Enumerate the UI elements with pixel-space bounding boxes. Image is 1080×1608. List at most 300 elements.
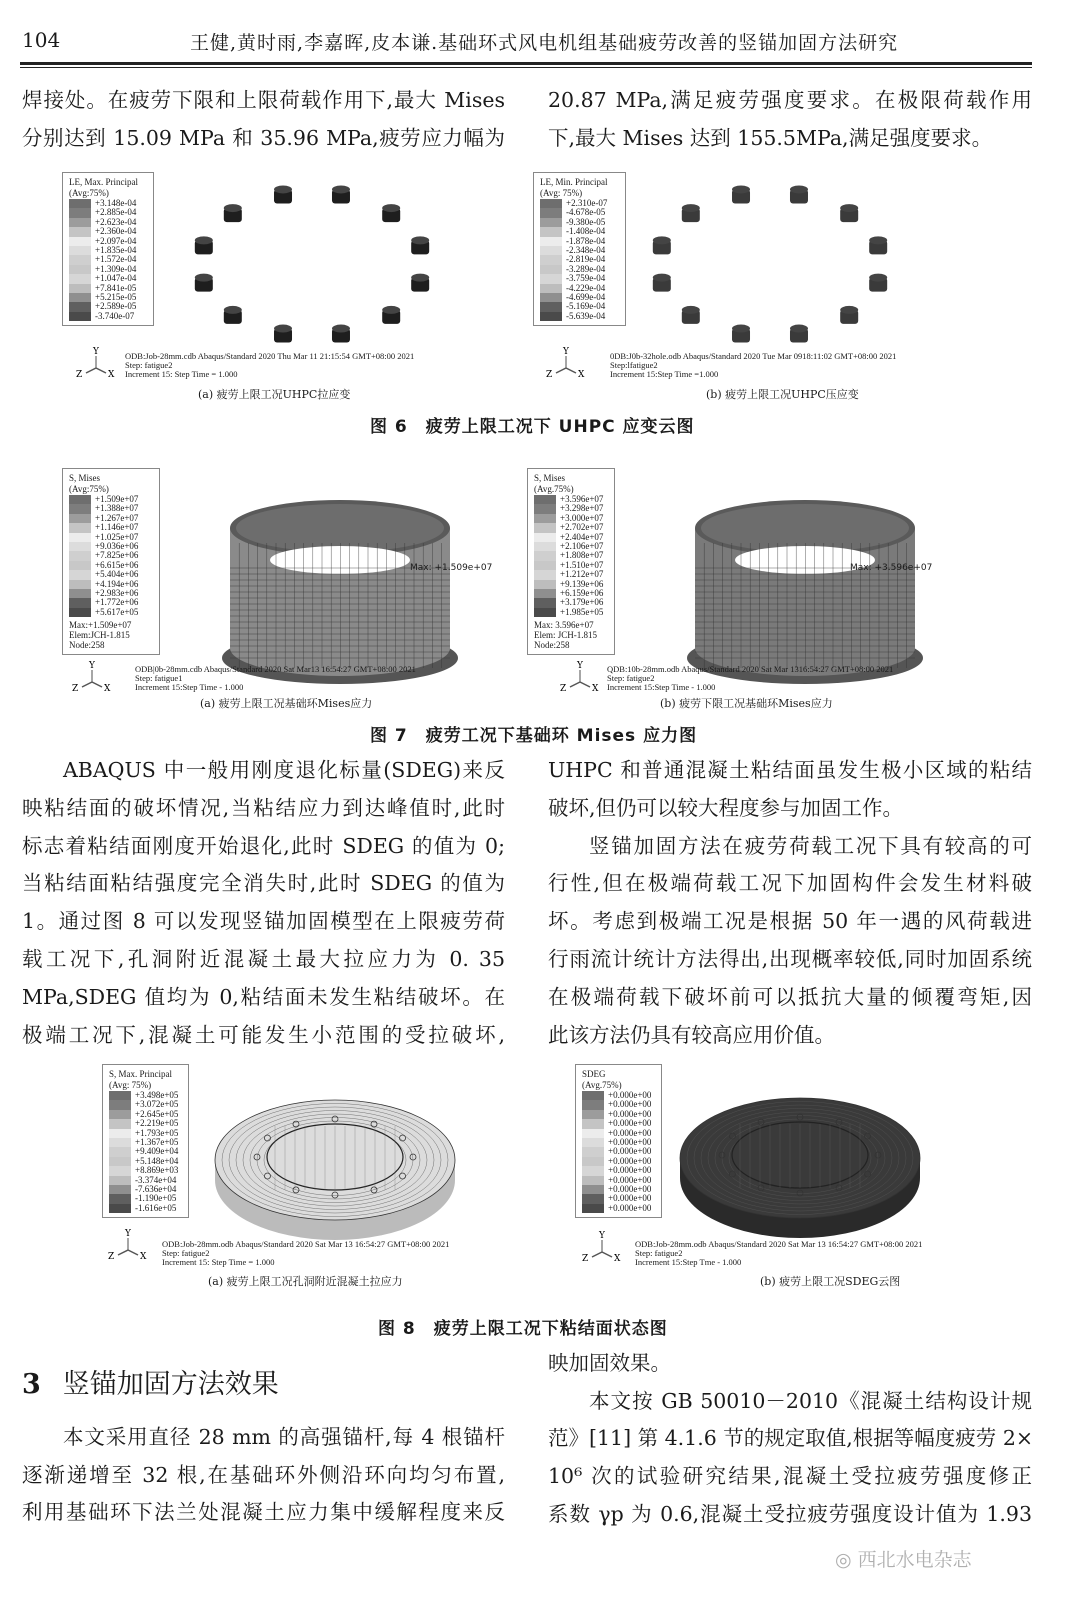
legend-swatch	[540, 293, 562, 302]
section-number: 3	[22, 1369, 41, 1400]
axis-label-z: Z	[582, 1254, 589, 1264]
text-line: 标志着粘结面刚度开始退化,此时 SDEG 的值为 0;	[22, 833, 505, 858]
legend-value: +2.589e-05	[95, 301, 137, 312]
legend-value: +2.360e-04	[95, 226, 137, 237]
axis-label-z: Z	[108, 1252, 115, 1262]
legend-value: -1.408e-04	[566, 226, 606, 237]
legend-value: +0.000e+00	[608, 1183, 652, 1194]
legend-swatch	[582, 1110, 604, 1119]
anchor-bolt-top	[224, 306, 242, 314]
anchor-bolt-top	[682, 306, 700, 314]
foundation-ring	[687, 500, 923, 684]
running-title: 王健,黄时雨,李嘉晖,皮本谦.基础环式风电机组基础疲劳改善的竖锚加固方法研究	[190, 32, 899, 54]
figure-8-caption: 图 8 疲劳上限工况下粘结面状态图	[378, 1319, 668, 1339]
legend-swatch	[69, 246, 91, 255]
z-axis	[556, 368, 566, 373]
anchor-bolt-top	[653, 236, 671, 244]
legend-swatch	[540, 255, 562, 264]
subfigure-caption: (a) 疲劳上限工况孔洞附近混凝土拉应力	[208, 1275, 403, 1288]
legend-value: +0.000e+00	[608, 1193, 652, 1204]
axis-triad-icon	[582, 1230, 622, 1266]
color-legend	[533, 172, 626, 326]
legend-value: +3.179e+06	[560, 597, 604, 608]
legend-swatch	[69, 199, 91, 208]
legend-swatch	[582, 1100, 604, 1109]
model-info-line: ODB:Job-28mm.odb Abaqus/Standard 2020 Sat Mar 13 16:54:27 GMT+08:00 2021	[162, 1239, 450, 1249]
legend-value: -3.740e-07	[95, 310, 135, 321]
foundation-ring	[222, 500, 458, 684]
legend-value: +1.047e-04	[95, 273, 137, 284]
legend-value: -4.699e-04	[566, 291, 606, 302]
legend-swatch	[109, 1110, 131, 1119]
model-info-line: 0DB:J0b-32hole.odb Abaqus/Standard 2020 Tue Mar 0918:11:02 GMT+08:00 2021	[610, 351, 897, 361]
model-info	[135, 665, 416, 692]
wechat-icon: ◎	[835, 1549, 858, 1571]
model-info	[162, 1240, 449, 1267]
color-legend	[62, 468, 160, 655]
text-line: 本文采用直径 28 mm 的高强锚杆,每 4 根锚杆	[63, 1425, 505, 1449]
legend-swatch	[540, 199, 562, 208]
legend-swatch	[540, 302, 562, 311]
legend-value: -1.616e+05	[135, 1202, 177, 1213]
legend-swatch	[534, 598, 556, 607]
anchor-bolt-top	[790, 185, 808, 193]
z-axis	[86, 368, 96, 373]
legend-value: -5.169e-04	[566, 301, 606, 312]
fe-model-render	[210, 1080, 460, 1250]
legend-title: LE, Min. Principal	[540, 177, 608, 187]
axis-label-z: Z	[546, 370, 553, 380]
anchor-bolt-top	[840, 204, 858, 212]
legend-value: +0.000e+00	[608, 1118, 652, 1129]
axis-label-x: X	[614, 1254, 621, 1264]
legend-value: -5.639e-04	[566, 310, 606, 321]
z-axis	[118, 1250, 128, 1255]
legend-swatch	[534, 589, 556, 598]
legend-max-info: Max: 3.596e+07	[534, 620, 594, 631]
color-legend	[575, 1064, 662, 1218]
axis-label-x: X	[592, 684, 599, 694]
legend-value: +3.000e+07	[560, 512, 604, 523]
legend-value: +2.885e-04	[95, 207, 137, 218]
legend-value: +0.000e+00	[608, 1174, 652, 1185]
legend-value: +2.623e-04	[95, 216, 137, 227]
model-info-line: Increment 15:Step Time - 1.000	[607, 682, 716, 692]
legend-value: -4.229e-04	[566, 282, 606, 293]
legend-swatch	[534, 570, 556, 579]
anchor-bolt-top	[195, 274, 213, 282]
x-axis	[602, 1252, 612, 1257]
model-info	[610, 352, 896, 379]
legend-value: +1.388e+07	[95, 503, 139, 514]
anchor-bolt-top	[790, 325, 808, 333]
legend-swatch	[582, 1147, 604, 1156]
ring-inner-wall	[701, 504, 909, 552]
color-legend	[62, 172, 154, 326]
model-info-line: Increment 15: Step Time = 1.000	[125, 369, 238, 379]
watermark-text: 西北水电杂志	[857, 1549, 972, 1571]
section-title: 竖锚加固方法效果	[62, 1369, 279, 1400]
legend-swatch	[69, 274, 91, 283]
anchor-bolt-top	[869, 274, 887, 282]
legend-swatch	[582, 1194, 604, 1203]
text-line: 在极端荷载下破坏前可以抵抗大量的倾覆弯矩,因	[548, 984, 1032, 1009]
legend-swatch	[69, 523, 91, 532]
legend-averaging: (Avg: 75%)	[109, 1080, 152, 1090]
legend-swatch	[69, 570, 91, 579]
model-info	[607, 665, 893, 692]
legend-swatch	[69, 598, 91, 607]
legend-title: LE, Max. Principal	[69, 177, 138, 187]
text-line: 当粘结面粘结强度完全消失时,此时 SDEG 的值为	[22, 871, 505, 896]
legend-value: +1.309e-04	[95, 263, 137, 274]
legend-title: SDEG	[582, 1069, 606, 1079]
legend-swatch	[534, 523, 556, 532]
text-line: 分别达到 15.09 MPa 和 35.96 MPa,疲劳应力幅为	[22, 126, 505, 150]
text-line: 10⁶ 次的试验研究结果,混凝土受拉疲劳强度修正	[548, 1464, 1032, 1489]
legend-swatch	[69, 608, 91, 617]
model-info-line: ODB:Job-28mm.odb Abaqus/Standard 2020 Sat Mar 13 16:54:27 GMT+08:00 2021	[635, 1239, 923, 1249]
text-line: ABAQUS 中一般用刚度退化标量(SDEG)来反	[63, 758, 505, 782]
model-info-line: Step: fatigue2	[125, 360, 173, 370]
text-line: 下,最大 Mises 达到 155.5MPa,满足强度要求。	[548, 126, 993, 150]
text-line: MPa,SDEG 值均为 0,粘结面未发生粘结破坏。在	[22, 984, 505, 1009]
legend-swatch	[534, 504, 556, 513]
legend-value: +0.000e+00	[608, 1127, 652, 1138]
legend-swatch	[582, 1185, 604, 1194]
legend-swatch	[582, 1091, 604, 1100]
axis-label-z: Z	[560, 684, 567, 694]
legend-value: +2.310e-07	[566, 198, 608, 208]
legend-value: +6.159e+06	[560, 587, 604, 598]
legend-entry	[109, 1204, 182, 1213]
legend-swatch	[69, 218, 91, 227]
legend-swatch	[534, 542, 556, 551]
legend-entry	[534, 608, 608, 617]
legend-swatch	[582, 1157, 604, 1166]
legend-max-info: Node:258	[534, 640, 570, 651]
ring-opening	[270, 546, 410, 574]
axis-label-z: Z	[76, 370, 83, 380]
legend-swatch	[534, 495, 556, 504]
legend-value: +5.404e+06	[95, 569, 139, 580]
legend-swatch	[534, 514, 556, 523]
legend-value: +6.615e+06	[95, 559, 139, 570]
header-rule-thin	[20, 67, 1032, 68]
legend-value: +0.000e+00	[608, 1202, 652, 1213]
legend-max-info: Node:258	[69, 640, 105, 651]
legend-value: +5.617e+05	[95, 606, 139, 617]
legend-swatch	[109, 1119, 131, 1128]
legend-swatch	[534, 608, 556, 617]
text-line: 坏。考虑到极端工况是根据 50 年一遇的风荷载进	[548, 909, 1032, 934]
legend-swatch	[540, 237, 562, 246]
legend-value: +5.148e+04	[135, 1155, 179, 1166]
anchor-bolt-top	[382, 204, 400, 212]
legend-swatch	[69, 504, 91, 513]
legend-swatch	[540, 246, 562, 255]
legend-value: +0.000e+00	[608, 1136, 652, 1147]
legend-averaging: (Avg: 75%)	[540, 188, 583, 198]
text-line: 竖锚加固方法在疲劳荷载工况下具有较高的可	[589, 833, 1032, 858]
legend-swatch	[109, 1176, 131, 1185]
axis-label-x: X	[104, 684, 111, 694]
legend-swatch	[582, 1176, 604, 1185]
model-info-line: Increment 15: Step Time = 1.000	[162, 1257, 275, 1267]
page-number: 104	[22, 28, 61, 52]
legend-averaging: (Avg:75%)	[69, 484, 109, 494]
subfigure-caption: (a) 疲劳上限工况基础环Mises应力	[200, 697, 373, 710]
text-line: 行性,但在极端荷载工况下加固构件会发生材料破	[548, 871, 1032, 896]
model-info-line: Step: fatigue1	[135, 673, 183, 683]
legend-swatch	[109, 1194, 131, 1203]
axis-label-y: Y	[93, 347, 99, 357]
legend-value: +9.139e+06	[560, 578, 604, 589]
model-info-line: Step:lfatigue2	[610, 360, 658, 370]
legend-swatch	[109, 1129, 131, 1138]
axis-triad-icon	[76, 346, 116, 382]
legend-swatch	[69, 561, 91, 570]
legend-swatch	[69, 255, 91, 264]
z-axis	[570, 682, 580, 687]
anchor-bolt-top	[224, 204, 242, 212]
legend-value: +2.106e+07	[560, 540, 604, 551]
legend-value: +3.072e+05	[135, 1099, 179, 1110]
legend-value: +7.841e-05	[95, 282, 137, 293]
legend-swatch	[109, 1091, 131, 1100]
legend-swatch	[540, 312, 562, 321]
legend-swatch	[582, 1166, 604, 1175]
legend-swatch	[534, 551, 556, 560]
legend-value: +1.772e+06	[95, 597, 139, 608]
legend-value: +0.000e+00	[608, 1155, 652, 1166]
model-info-line: QDB:10b-28mm.odb Abaqus/Standard 2020 Sat Mar 1316:54:27 GMT+08:00 2021	[607, 664, 894, 674]
legend-value: +1.509e+07	[95, 494, 139, 504]
text-line: 映粘结面的破坏情况,当粘结应力到达峰值时,此时	[22, 795, 505, 820]
anchor-bolt-top	[732, 325, 750, 333]
fe-model-render	[675, 1078, 925, 1248]
legend-value: +0.000e+00	[608, 1090, 652, 1100]
max-value-label: Max: +3.596e+07	[850, 563, 933, 573]
legend-value: +1.212e+07	[560, 569, 604, 580]
x-axis	[96, 368, 106, 373]
legend-swatch	[69, 265, 91, 274]
text-line: 本文按 GB 50010－2010《混凝土结构设计规	[589, 1388, 1032, 1413]
model-info-line: Increment 15:Step Time - 1.000	[135, 682, 244, 692]
text-line: 焊接处。在疲劳下限和上限荷载作用下,最大 Mises	[22, 88, 505, 112]
model-info	[635, 1240, 922, 1267]
axis-label-x: X	[578, 370, 585, 380]
subfigure-caption: (b) 疲劳上限工况UHPC压应变	[706, 388, 859, 401]
legend-value: +0.000e+00	[608, 1108, 652, 1119]
text-line: 20.87 MPa,满足疲劳强度要求。在极限荷载作用	[548, 88, 1032, 112]
model-info-line: Step: fatigue2	[635, 1248, 683, 1258]
legend-averaging: (Avg:75%)	[69, 188, 109, 198]
legend-entry	[540, 312, 619, 321]
legend-title: S, Max. Principal	[109, 1069, 172, 1079]
figure-7-caption: 图 7 疲劳工况下基础环 Mises 应力图	[370, 726, 698, 746]
anchor-bolt-top	[411, 274, 429, 282]
legend-entry	[582, 1204, 655, 1213]
legend-value: -3.759e-04	[566, 273, 606, 284]
legend-value: +4.194e+06	[95, 578, 139, 589]
axis-label-y: Y	[563, 347, 569, 357]
legend-swatch	[69, 495, 91, 504]
color-legend	[102, 1064, 189, 1218]
legend-value: +1.572e-04	[95, 254, 137, 265]
legend-value: +1.808e+07	[560, 550, 604, 561]
legend-swatch	[109, 1157, 131, 1166]
legend-value: -3.374e+04	[135, 1174, 177, 1185]
legend-value: +9.409e+04	[135, 1146, 179, 1157]
ring-inner-wall	[236, 504, 444, 552]
legend-averaging: (Avg.75%)	[534, 484, 574, 494]
z-axis	[82, 682, 92, 687]
x-axis	[92, 682, 102, 687]
legend-swatch	[582, 1138, 604, 1147]
color-legend	[527, 468, 615, 655]
section-3-heading	[22, 1362, 279, 1401]
legend-value: +1.025e+07	[95, 531, 139, 542]
legend-value: +1.367e+05	[135, 1136, 179, 1147]
legend-value: -9.380e-05	[566, 216, 606, 227]
legend-swatch	[69, 293, 91, 302]
legend-value: +2.702e+07	[560, 522, 604, 533]
legend-max-info: Elem: JCH-1.815	[534, 630, 597, 641]
legend-value: +3.498e+05	[135, 1090, 179, 1100]
legend-value: +3.148e-04	[95, 198, 137, 208]
anchor-bolt-top	[840, 306, 858, 314]
text-line: 逐渐递增至 32 根,在基础环外侧沿环向均匀布置,	[22, 1462, 505, 1487]
watermark	[835, 1545, 972, 1572]
legend-swatch	[69, 580, 91, 589]
anchor-bolt-top	[274, 185, 292, 193]
legend-title: S, Mises	[69, 473, 101, 483]
legend-value: +1.146e+07	[95, 522, 139, 533]
legend-entry	[69, 608, 153, 617]
legend-swatch	[69, 227, 91, 236]
subfigure-caption: (b) 疲劳下限工况基础环Mises应力	[660, 697, 833, 710]
legend-value: -2.348e-04	[566, 244, 606, 255]
legend-max-info: Elem:JCH-1.815	[69, 630, 130, 641]
anchor-bolt-top	[274, 325, 292, 333]
anchor-bolt-top	[653, 274, 671, 282]
legend-swatch	[69, 551, 91, 560]
legend-value: +1.793e+05	[135, 1127, 179, 1138]
legend-swatch	[582, 1129, 604, 1138]
legend-swatch	[582, 1119, 604, 1128]
axis-label-y: Y	[599, 1231, 605, 1241]
model-info-line: ODB:Job-28mm.cdb Abaqus/Standard 2020 Thu Mar 11 21:15:54 GMT+08:00 2021	[125, 351, 415, 361]
legend-swatch	[534, 561, 556, 570]
legend-value: +2.645e+05	[135, 1108, 179, 1119]
text-line: UHPC 和普通混凝土粘结面虽发生极小区域的粘结	[548, 758, 1032, 782]
axis-triad-icon	[108, 1228, 148, 1264]
legend-value: +2.219e+05	[135, 1118, 179, 1129]
legend-value: +0.000e+00	[608, 1146, 652, 1157]
legend-value: +2.983e+06	[95, 587, 139, 598]
legend-value: -1.190e+05	[135, 1193, 177, 1204]
legend-swatch	[69, 514, 91, 523]
anchor-bolt-top	[869, 236, 887, 244]
model-info	[125, 352, 414, 379]
legend-swatch	[540, 274, 562, 283]
legend-title: S, Mises	[534, 473, 566, 483]
axis-triad-icon	[560, 660, 600, 696]
legend-value: +1.985e+05	[560, 606, 604, 617]
axis-label-y: Y	[577, 661, 583, 671]
axis-label-x: X	[108, 370, 115, 380]
anchor-bolt-top	[382, 306, 400, 314]
axis-triad-icon	[72, 660, 112, 696]
z-axis	[592, 1252, 602, 1257]
legend-value: +3.298e+07	[560, 503, 604, 514]
axis-label-y: Y	[125, 1229, 131, 1239]
text-line: 破坏,但仍可以较大程度参与加固工作。	[548, 795, 904, 820]
legend-value: -4.678e-05	[566, 207, 606, 218]
legend-swatch	[69, 312, 91, 321]
text-line: 映加固效果。	[548, 1351, 671, 1375]
legend-max-info: Max:+1.509e+07	[69, 620, 132, 631]
legend-swatch	[540, 208, 562, 217]
legend-swatch	[109, 1138, 131, 1147]
axis-triad-icon	[546, 346, 586, 382]
legend-value: +2.097e-04	[95, 235, 137, 246]
text-line: 系数 γp 为 0.6,混凝土受拉疲劳强度设计值为 1.93	[548, 1501, 1032, 1526]
legend-swatch	[109, 1204, 131, 1213]
fe-model-render	[172, 165, 452, 365]
legend-swatch	[540, 218, 562, 227]
legend-swatch	[69, 208, 91, 217]
legend-value: +0.000e+00	[608, 1099, 652, 1110]
legend-swatch	[540, 227, 562, 236]
legend-entry	[69, 312, 147, 321]
legend-value: -3.289e-04	[566, 263, 606, 274]
legend-swatch	[534, 533, 556, 542]
legend-swatch	[69, 302, 91, 311]
legend-swatch	[534, 580, 556, 589]
text-line: 此该方法仍具有较高应用价值。	[548, 1022, 835, 1047]
text-line: 范》[11] 第 4.1.6 节的规定取值,根据等幅度疲劳 2×	[548, 1426, 1034, 1451]
axis-label-y: Y	[89, 661, 95, 671]
legend-swatch	[109, 1147, 131, 1156]
max-value-label: Max: +1.509e+07	[410, 563, 493, 573]
legend-value: +1.510e+07	[560, 559, 604, 570]
subfigure-caption: (b) 疲劳上限工况SDEG云图	[760, 1275, 901, 1288]
axis-label-z: Z	[72, 684, 79, 694]
legend-value: +5.215e-05	[95, 291, 137, 302]
fe-model-render	[220, 498, 480, 688]
legend-value: +7.825e+06	[95, 550, 139, 561]
legend-swatch	[69, 284, 91, 293]
legend-swatch	[69, 542, 91, 551]
legend-value: -2.819e-04	[566, 254, 606, 265]
anchor-bolt-top	[195, 236, 213, 244]
header-rule	[20, 62, 1032, 65]
model-info-line: Step: fatigue2	[607, 673, 655, 683]
model-info-line: Increment 15:Step Tme - 1.000	[635, 1257, 742, 1267]
x-axis	[580, 682, 590, 687]
anchor-bolt-top	[682, 204, 700, 212]
legend-value: +3.596e+07	[560, 494, 604, 504]
legend-swatch	[109, 1166, 131, 1175]
legend-swatch	[69, 533, 91, 542]
text-line: 载工况下,孔洞附近混凝土最大拉应力为 0. 35	[22, 947, 505, 971]
model-info-line: ODB|0b-28mm.cdb Abaqus/Standard 2020 Sat Mar13 16:54:27 GMT+08:00 2021	[135, 664, 416, 674]
fe-model-render	[630, 165, 910, 365]
text-line: 1。通过图 8 可以发现竖锚加固模型在上限疲劳荷	[22, 909, 505, 934]
legend-value: +1.267e+07	[95, 512, 139, 523]
